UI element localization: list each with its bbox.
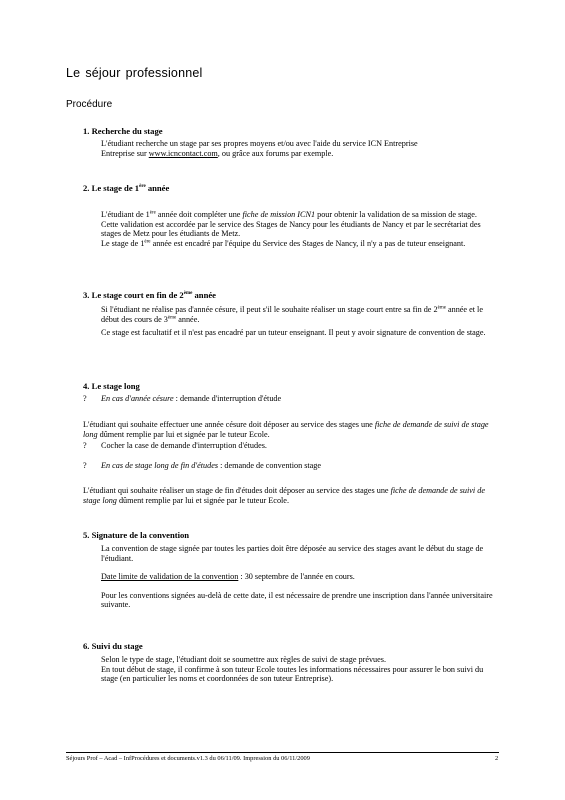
page-number: 2 [495, 755, 499, 762]
footer-divider [66, 752, 499, 753]
section-4-paragraph-1: L'étudiant qui souhaite effectuer une année césure doit déposer au service des stages une fiche de demande de suivi de stage long dûment remplie par lui et signée par le tuteur Ecole. [83, 420, 489, 439]
bullet-stage-long: ? En cas de stage long de fin d'études : demande de convention stage [83, 461, 322, 470]
section-6-body: Selon le type de stage, l'étudiant doit se soumettre aux règles de suivi de stage prévues. En tout début de stage, il confirme à son tuteur Ecole toutes les informations nécessaires pour assurer le bon suivi du stage (en particulier les noms et coordonnées de son tuteur Entreprise). [101, 655, 484, 684]
page-title: Le séjour professionnel [66, 66, 203, 80]
page-subtitle: Procédure [66, 99, 113, 110]
bullet-cocher-case: ? Cocher la case de demande d'interruption d'études. [83, 441, 267, 450]
section-4-heading: 4. Le stage long [83, 381, 140, 391]
section-2-body: L'étudiant de 1ère année doit compléter une fiche de mission ICN1 pour obtenir la validation de sa mission de stage. Cette validation est accordée par le service des Stages de Nancy pour les étudiants de Nancy et par le secrétariat des stages de Metz pour les étudiants de Metz. Le stage de 1ère année est encadré par l'équipe du Service des Stages de Nancy, il n'y a pas de tuteur enseignant. [101, 210, 481, 248]
bullet-annee-cesure: ? En cas d'année césure : demande d'interruption d'étude [83, 394, 282, 403]
section-1-body: L'étudiant recherche un stage par ses propres moyens et/ou avec l'aide du service ICN Entreprise Entreprise sur www.icncontact.com, ou grâce aux forums par exemple. [101, 139, 418, 158]
section-2-heading: 2. Le stage de 1ère année [83, 183, 170, 193]
section-5-heading: 5. Signature de la convention [83, 530, 190, 540]
section-1-heading: 1. Recherche du stage [83, 126, 163, 136]
section-5-body: La convention de stage signée par toutes les parties doit être déposée au service des stages avant le début du stage de l'étudiant. Date limite de validation de la convention : 30 septembre de l'année en cours. Pour les conventions signées au-delà de cette date, il est nécessaire de prendre une inscription dans l'année universitaire suivante. [101, 544, 493, 610]
section-4-paragraph-2: L'étudiant qui souhaite réaliser un stage de fin d'études doit déposer au service des stages une fiche de demande de suivi de stage long dûment remplie par lui et signée par le tuteur Ecole. [83, 486, 485, 505]
section-3-body: Si l'étudiant ne réalise pas d'année césure, il peut s'il le souhaite réaliser un stage court entre sa fin de 2ème année et le début des cours de 3ème année. Ce stage est facultatif et il n'est pas encadré par un tuteur enseignant. Il peut y avoir signature de convention de stage. [101, 305, 486, 338]
page-footer: Séjours Prof – Acad – InfProcédures et documents.v1.3 du 06/11/09. Impression du 06/11/2009 [66, 755, 310, 762]
section-6-heading: 6. Suivi du stage [83, 641, 143, 651]
icncontact-link[interactable]: www.icncontact.com [148, 148, 218, 158]
section-3-heading: 3. Le stage court en fin de 2ème année [83, 290, 216, 300]
